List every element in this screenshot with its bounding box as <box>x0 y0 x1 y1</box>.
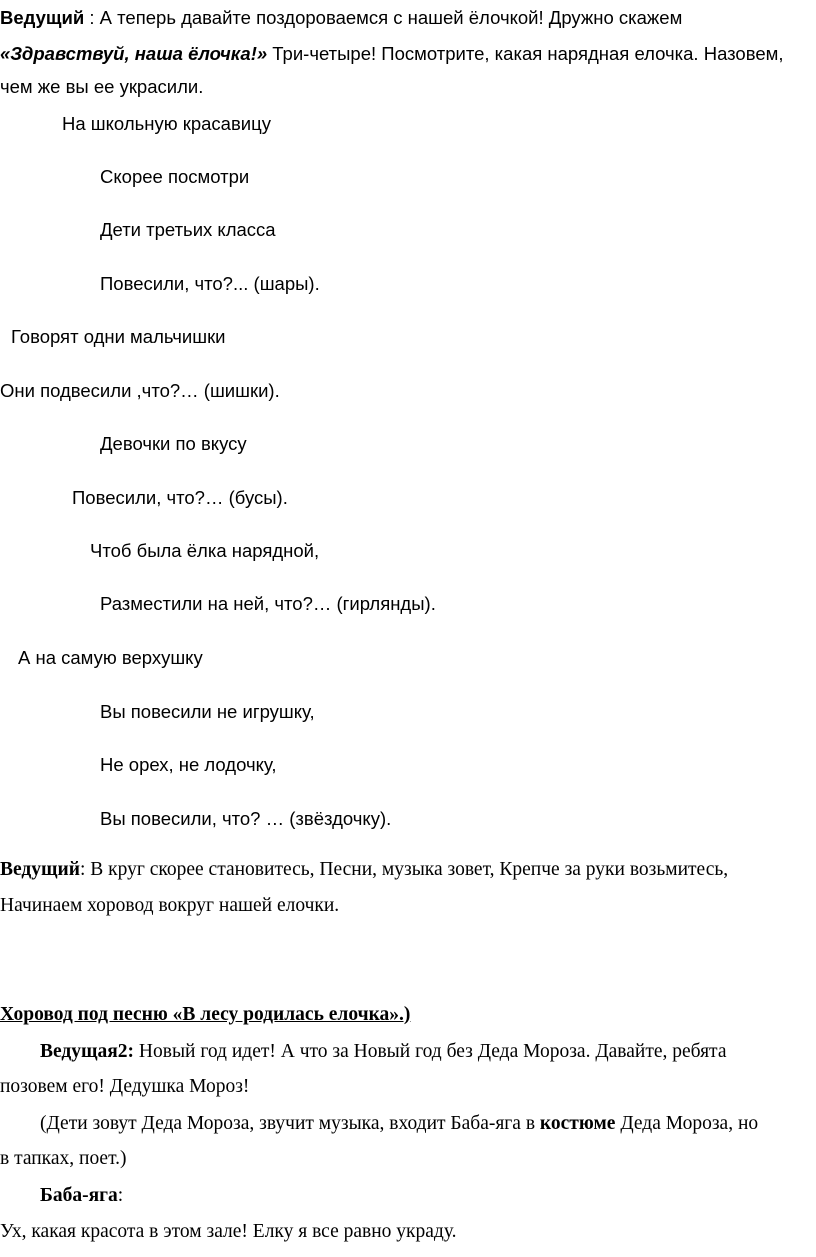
poem-line: Разместили на ней, что?… (гирлянды). <box>100 593 436 614</box>
stage-direction-line-1 <box>40 1112 758 1136</box>
poem-line: Девочки по вкусу <box>100 433 247 454</box>
baba-yaga-speaker-line <box>40 1184 123 1208</box>
baba-yaga-line-1: Ух, какая красота в этом зале! Елку я все равно украду. <box>0 1221 457 1242</box>
host-round-line-2: Начинаем хоровод вокруг нашей елочки. <box>0 895 340 916</box>
poem-line: Скорее посмотри <box>100 166 250 187</box>
stage-direction-emphasis: костюме <box>539 1113 616 1134</box>
stage-direction-text: (Дети зовут Деда Мороза, звучит музыка, входит Баба-яга в <box>40 1113 540 1134</box>
poem-line: Дети третьих класса <box>100 219 276 240</box>
speaker-label: Ведущий <box>0 7 85 28</box>
dance-heading: Хоровод под песню «В лесу родилась елочка».) <box>0 1004 411 1025</box>
poem-line: Не орех, не лодочку, <box>100 754 277 775</box>
poem-line: На школьную красавицу <box>62 113 271 134</box>
host-round-line-1 <box>0 858 728 882</box>
intro-text: Три-четыре! Посмотрите, какая нарядная елочка. Назовем, <box>267 43 784 64</box>
poem-line: Они подвесили ,что?… (шишки). <box>0 380 280 401</box>
greeting-phrase: «Здравствуй, наша ёлочка!» <box>0 43 268 64</box>
stage-direction-text: Деда Мороза, но <box>615 1113 759 1134</box>
intro-line-1 <box>0 6 682 30</box>
host2-line-2: позовем его! Дедушка Мороз! <box>0 1076 250 1097</box>
host-round-text: : В круг скорее становитесь, Песни, музыка зовет, Крепче за руки возьмитесь, <box>79 859 729 880</box>
poem-line: Вы повесили, что? … (звёздочку). <box>100 808 392 829</box>
intro-line-2 <box>0 42 784 66</box>
intro-text: : А теперь давайте поздороваемся с нашей ёлочкой! Дружно скажем <box>84 7 683 28</box>
intro-line-3 <box>0 75 203 99</box>
poem-line: Повесили, что?… (бусы). <box>72 487 288 508</box>
poem-line: Говорят одни мальчишки <box>11 326 226 347</box>
host2-text: Новый год идет! А что за Новый год без Деда Мороза. Давайте, ребята <box>134 1041 727 1062</box>
stage-direction-line-2: в тапках, поет.) <box>0 1148 127 1169</box>
speaker-label: Баба-яга <box>40 1185 118 1206</box>
speaker-label: Ведущий <box>0 859 80 880</box>
poem-line: Чтоб была ёлка нарядной, <box>90 540 320 561</box>
poem-line: Вы повесили не игрушку, <box>100 701 315 722</box>
poem-line: Повесили, что?... (шары). <box>100 273 320 294</box>
speaker-label: Ведущая2: <box>40 1041 135 1062</box>
colon: : <box>117 1185 124 1206</box>
poem-line: А на самую верхушку <box>18 647 203 668</box>
host2-line-1 <box>40 1040 726 1064</box>
intro-text: чем же вы ее украсили. <box>0 76 204 97</box>
